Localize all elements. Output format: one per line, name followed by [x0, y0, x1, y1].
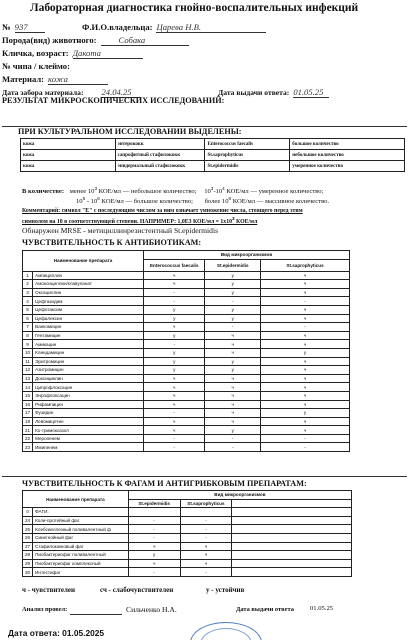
sensitivity-cell: ч [261, 383, 350, 392]
antibiotic-number: 22 [23, 434, 33, 443]
antibiotic-number: 7 [23, 323, 33, 332]
sensitivity-cell: ч [180, 559, 232, 568]
antibiotic-number: 13 [23, 374, 33, 383]
sensitivity-cell: у [128, 551, 180, 560]
sensitivity-cell: - [144, 443, 205, 452]
legend-text: менее 10 [69, 188, 95, 196]
antibiotic-name: Левомицетин [33, 417, 144, 426]
antibiotic-number: 16 [23, 400, 33, 409]
material-label: Материал: [2, 74, 45, 84]
sensitivity-cell: у [205, 357, 261, 366]
phage-number: 26 [23, 533, 33, 542]
species-value: Собака [101, 35, 189, 46]
culture-organism-lat: St.epidermidis [205, 161, 290, 172]
phage-name: Интестифаг [33, 568, 129, 577]
phage-row [23, 533, 352, 542]
signature-line [70, 614, 122, 615]
legend-exp: 3 [210, 186, 214, 191]
sensitivity-cell: у [144, 331, 205, 340]
antibiotic-number: 17 [23, 409, 33, 418]
antibiotic-name: Ципрофлоксацин [33, 383, 144, 392]
sensitivity-cell: - [144, 434, 205, 443]
sensitivity-cell: ч [205, 348, 261, 357]
phage-name: Клебсиеллезный поливалентный ф [33, 525, 129, 534]
sensitivity-cell: у [205, 305, 261, 314]
antibiotic-number: 12 [23, 366, 33, 375]
antibiotic-row [23, 366, 350, 375]
legend-text: 10 [204, 188, 211, 196]
culture-row [21, 161, 405, 172]
sensitivity-cell: у [205, 280, 261, 289]
legend-text: КОЕ/мл — большое количество; [101, 198, 193, 206]
antibiotic-row [23, 323, 350, 332]
antibiotic-number: 5 [23, 305, 33, 314]
sensitivity-cell: ч [261, 340, 350, 349]
phage-table [22, 490, 352, 577]
phage-name: Синегнойный фаг [33, 533, 129, 542]
phage-row [23, 551, 352, 560]
sensitivity-cell: у [144, 348, 205, 357]
sensitivity-cell: у [205, 288, 261, 297]
antibiotic-number: 8 [23, 331, 33, 340]
antibiotic-row [23, 280, 350, 289]
antibiotic-name: Гентамицин [33, 331, 144, 340]
antibiotic-name: Доксициклин [33, 374, 144, 383]
comment-line2 [22, 216, 257, 225]
sensitivity-cell: ч [261, 366, 350, 375]
phage-number: 30 [23, 568, 33, 577]
phage-name: Коли-протейный фаг [33, 516, 129, 525]
key-resistant: у - устойчив [206, 586, 245, 594]
antibiotic-name: Оксациллин [33, 288, 144, 297]
sensitivity-cell: ч [144, 383, 205, 392]
culture-organism-ru: сапрофитный стафилококк [115, 150, 205, 161]
antibiotic-row [23, 314, 350, 323]
antibiotic-row [23, 331, 350, 340]
sensitivity-cell: у [205, 426, 261, 435]
antibiotic-row [23, 400, 350, 409]
sensitivity-cell [180, 508, 232, 517]
sensitivity-cell: ч [144, 400, 205, 409]
phage-row [23, 542, 352, 551]
sensitivity-cell: - [128, 525, 180, 534]
antibiotic-row [23, 443, 350, 452]
ab-col-name: Наименование препарата [23, 251, 144, 272]
owner-value: Царева Н.В. [156, 22, 266, 33]
phage-name: Стафилококковый фаг [33, 542, 129, 551]
sensitivity-cell: ч [261, 391, 350, 400]
sensitivity-cell: ч [261, 400, 350, 409]
phage-col-empty [232, 499, 352, 508]
sensitivity-cell: у [261, 348, 350, 357]
analyst-label: Анализ провел: [22, 606, 68, 613]
culture-organism-ru: энтерококк [115, 139, 205, 150]
phage-empty-cell [232, 508, 352, 517]
culture-organism-lat: Enterococcus faecalis [205, 139, 290, 150]
sensitivity-cell: ч [261, 288, 350, 297]
antibiotic-name: Меропенем [33, 434, 144, 443]
order-number-label: № [2, 22, 11, 32]
mrse-note: Обнаружен MRSE - метициллинрезистентный St.epidermidis [22, 226, 219, 235]
sensitivity-cell: ч [128, 542, 180, 551]
sensitivity-cell: - [205, 323, 261, 332]
legend-text: 10 [76, 198, 83, 206]
comment-exp: 3 [232, 216, 235, 221]
sensitivity-cell: ч [144, 323, 205, 332]
sensitivity-cell: - [144, 409, 205, 418]
antibiotic-name: Эритромицин [33, 357, 144, 366]
antibiotics-heading: ЧУВСТВИТЕЛЬНОСТЬ К АНТИБИОТИКАМ: [22, 238, 202, 247]
antibiotic-number: 6 [23, 314, 33, 323]
quantity-legend-line2 [76, 196, 329, 205]
sensitivity-cell: ч [180, 542, 232, 551]
antibiotic-row [23, 409, 350, 418]
legend-text: -10 [213, 188, 223, 196]
sensitivity-cell: у [144, 366, 205, 375]
antibiotic-name: Энрофлоксацин [33, 391, 144, 400]
antibiotic-number: 3 [23, 288, 33, 297]
sensitivity-cell: ч [205, 340, 261, 349]
sensitivity-cell: у [261, 409, 350, 418]
phage-empty-cell [232, 568, 352, 577]
sensitivity-cell: ч [261, 331, 350, 340]
sensitivity-cell: ч [128, 559, 180, 568]
nickname-label: Кличка, возраст: [2, 48, 69, 58]
sensitivity-cell: - [261, 297, 350, 306]
antibiotic-name: Клиндамицин [33, 348, 144, 357]
phage-number: 27 [23, 542, 33, 551]
antibiotic-row [23, 391, 350, 400]
sensitivity-cell: ч [261, 314, 350, 323]
quantity-legend-label: В количестве: [22, 188, 65, 196]
antibiotic-number: 2 [23, 280, 33, 289]
sensitivity-cell: ч [261, 426, 350, 435]
sensitivity-cell: - [128, 568, 180, 577]
report-title: Лабораторная диагностика гнойно-воспалительных инфекций [30, 2, 359, 14]
bottom-answer-date: Дата ответа: 01.05.2025 [8, 628, 105, 638]
phage-heading: ЧУВСТВИТЕЛЬНОСТЬ К ФАГАМ И АНТИГРИБКОВЫМ ПРЕПАРАТАМ: [22, 479, 307, 488]
phage-name: ФАГИ: [33, 508, 129, 517]
antibiotic-row [23, 297, 350, 306]
legend-exp: 3 [94, 186, 97, 191]
sensitivity-cell: у [144, 357, 205, 366]
divider [2, 476, 407, 477]
sensitivity-cell [128, 508, 180, 517]
antibiotic-number: 15 [23, 391, 33, 400]
antibiotic-row [23, 271, 350, 280]
sensitivity-cell: - [205, 443, 261, 452]
antibiotic-name: Амикацин [33, 340, 144, 349]
phage-number: 29 [23, 559, 33, 568]
ab-col-organism: St.saprophyticus [261, 259, 350, 271]
sensitivity-cell: - [180, 525, 232, 534]
sensitivity-cell: у [205, 271, 261, 280]
sensitivity-cell: - [205, 434, 261, 443]
sensitivity-cell: - [180, 568, 232, 577]
phage-name: Пиобактериофаг комплексный [33, 559, 129, 568]
sensitivity-cell: ч [205, 374, 261, 383]
antibiotic-row [23, 348, 350, 357]
microscopy-heading: РЕЗУЛЬТАТ МИКРОСКОПИЧЕСКИХ ИССЛЕДОВАНИЙ: [2, 96, 225, 105]
antibiotic-name: Амоксициллин/клавуланат [33, 280, 144, 289]
legend-text: КОЕ/мл — умеренное количество; [226, 188, 324, 196]
phage-empty-cell [232, 533, 352, 542]
sensitivity-cell: ч [261, 305, 350, 314]
nickname-value: Дакота [73, 48, 143, 59]
order-number-value: 937 [15, 22, 45, 33]
antibiotic-number: 23 [23, 443, 33, 452]
antibiotic-name: Ампициллин [33, 271, 144, 280]
quantity-legend-line1 [22, 186, 323, 195]
antibiotic-row [23, 305, 350, 314]
legend-exp: 6 [228, 196, 232, 201]
sensitivity-cell: - [180, 516, 232, 525]
culture-row [21, 150, 405, 161]
culture-quantity: умеренное количество [290, 161, 405, 172]
antibiotic-name: Ко-тримоксазол [33, 426, 144, 435]
antibiotic-name: Ванкомицин [33, 323, 144, 332]
sensitivity-cell: ч [144, 391, 205, 400]
phage-row [23, 559, 352, 568]
antibiotic-name: Фузидин [33, 409, 144, 418]
antibiotic-row [23, 434, 350, 443]
sensitivity-cell: - [180, 533, 232, 542]
phage-number: 24 [23, 516, 33, 525]
footer-issue-label: Дата выдачи ответа [236, 606, 294, 613]
antibiotic-row [23, 383, 350, 392]
sensitivity-cell: ч [144, 271, 205, 280]
footer-issue-value: 01.05.25 [310, 605, 334, 612]
sensitivity-cell: у [205, 366, 261, 375]
phage-empty-cell [232, 516, 352, 525]
phage-number: 25 [23, 525, 33, 534]
sensitivity-cell: у [205, 314, 261, 323]
antibiotic-number: 1 [23, 271, 33, 280]
culture-organism-lat: St.saprophyticus [205, 150, 290, 161]
comment-text: символом на 10 в соответствующей степени. НАПРИМЕР: 1,0Е3 КОЕ/мл = 1х10 [22, 218, 232, 225]
antibiotic-number: 21 [23, 426, 33, 435]
legend-exp: 6 [97, 196, 100, 201]
material-value: кожа [48, 74, 108, 85]
sensitivity-cell: - [128, 516, 180, 525]
antibiotic-number: 11 [23, 357, 33, 366]
sensitivity-cell: - [144, 340, 205, 349]
antibiotic-row [23, 417, 350, 426]
antibiotic-number: 9 [23, 340, 33, 349]
sensitivity-cell: ч [261, 280, 350, 289]
phage-row [23, 525, 352, 534]
sensitivity-cell: - [261, 323, 350, 332]
sensitivity-cell: ч [205, 409, 261, 418]
ab-col-group: Вид микроорганизмов [144, 251, 350, 260]
antibiotic-name: Цефалексин [33, 314, 144, 323]
phage-empty-cell [232, 542, 352, 551]
sensitivity-cell: ч [144, 426, 205, 435]
phage-empty-cell [232, 525, 352, 534]
phage-col-group: Вид микроорганизмов [128, 491, 351, 500]
sensitivity-cell: - [128, 533, 180, 542]
antibiotic-number: 4 [23, 297, 33, 306]
phage-row [23, 568, 352, 577]
phage-number: 0 [23, 508, 33, 517]
culture-heading: ПРИ КУЛЬТУРАЛЬНОМ ИССЛЕДОВАНИИ ВЫДЕЛЕНЫ: [18, 127, 242, 136]
antibiotic-number: 14 [23, 383, 33, 392]
sensitivity-cell: ч [261, 271, 350, 280]
legend-exp: 5 [82, 196, 86, 201]
culture-material: кожа [21, 139, 116, 150]
antibiotics-table [22, 250, 350, 452]
sensitivity-cell: ч [205, 417, 261, 426]
culture-material: кожа [21, 150, 116, 161]
sensitivity-cell: ч [180, 551, 232, 560]
phage-empty-cell [232, 551, 352, 560]
key-sensitive: ч - чувствителен [22, 586, 76, 594]
sensitivity-cell: ч [205, 400, 261, 409]
antibiotic-number: 10 [23, 348, 33, 357]
phage-empty-cell [232, 559, 352, 568]
phage-row [23, 516, 352, 525]
culture-table [20, 138, 405, 172]
owner-label: Ф.И.О.владельца: [82, 22, 153, 32]
date-issue-row [218, 82, 329, 100]
sensitivity-cell: - [261, 434, 350, 443]
species-label: Порода(вид) животного: [2, 35, 97, 45]
sensitivity-cell: у [144, 314, 205, 323]
antibiotic-row [23, 374, 350, 383]
phage-col-name: Наименование препарата [23, 491, 129, 508]
key-moderately-sensitive: сч - слабочувствителен [100, 586, 174, 594]
sensitivity-cell: ч [205, 383, 261, 392]
sensitivity-cell: ч [205, 391, 261, 400]
sensitivity-cell: ч [261, 417, 350, 426]
legend-exp: 4 [222, 186, 225, 191]
ab-col-organism: Enterococcus faecalis [144, 259, 205, 271]
phage-name: Пиобактериофаг поливалентный [33, 551, 129, 560]
legend-text: - 10 [86, 198, 98, 206]
culture-material: кожа [21, 161, 116, 172]
comment-line1: Комментарий: символ "Е" с последующим числом за ним означает умножение числа, стоящего перед этим [22, 208, 303, 214]
culture-row [21, 139, 405, 150]
antibiotic-number: 18 [23, 417, 33, 426]
ab-col-organism: St.epidermidis [205, 259, 261, 271]
analyst-name: Сильченко Н.А. [126, 605, 177, 614]
antibiotic-row [23, 426, 350, 435]
sensitivity-cell: - [261, 443, 350, 452]
antibiotic-name: Цефтазидим [33, 297, 144, 306]
date-taken-label: Дата забора материала: [2, 88, 84, 97]
culture-organism-ru: эпидермальный стафилококк [115, 161, 205, 172]
date-issue-label: Дата выдачи ответа: [218, 88, 290, 97]
antibiotic-name: Цефотаксим [33, 305, 144, 314]
sensitivity-cell: ч [261, 374, 350, 383]
sensitivity-cell: ч [144, 417, 205, 426]
sensitivity-cell: - [205, 297, 261, 306]
phage-number: 28 [23, 551, 33, 560]
antibiotic-row [23, 357, 350, 366]
sensitivity-cell: ч [261, 357, 350, 366]
phage-row [23, 508, 352, 517]
date-taken-value: 24.04.25 [101, 87, 141, 98]
legend-text: более 10 [204, 198, 229, 206]
sensitivity-cell: у [144, 305, 205, 314]
antibiotic-name: Рифампицин [33, 400, 144, 409]
phage-col-organism: St.epidermidis [128, 499, 180, 508]
chip-label: № чипа / клеймо: [2, 61, 70, 71]
antibiotic-row [23, 340, 350, 349]
antibiotic-name: Имипенем [33, 443, 144, 452]
sensitivity-cell: ч [205, 331, 261, 340]
culture-quantity: небольшое количество [290, 150, 405, 161]
antibiotic-name: Азитромицин [33, 366, 144, 375]
antibiotic-row [23, 288, 350, 297]
comment-text: КОЕ/мл [236, 218, 258, 225]
sensitivity-cell: - [144, 288, 205, 297]
legend-text: КОЕ/мл — небольшое количество; [98, 188, 197, 196]
phage-col-organism: St.saprophyticus [180, 499, 232, 508]
sensitivity-cell: ч [144, 280, 205, 289]
sensitivity-cell: ч [144, 374, 205, 383]
date-issue-value: 01.05.25 [293, 87, 329, 98]
legend-text: КОЕ/мл — массивное количество. [232, 198, 330, 206]
sensitivity-cell: - [144, 297, 205, 306]
culture-quantity: большое количество [290, 139, 405, 150]
